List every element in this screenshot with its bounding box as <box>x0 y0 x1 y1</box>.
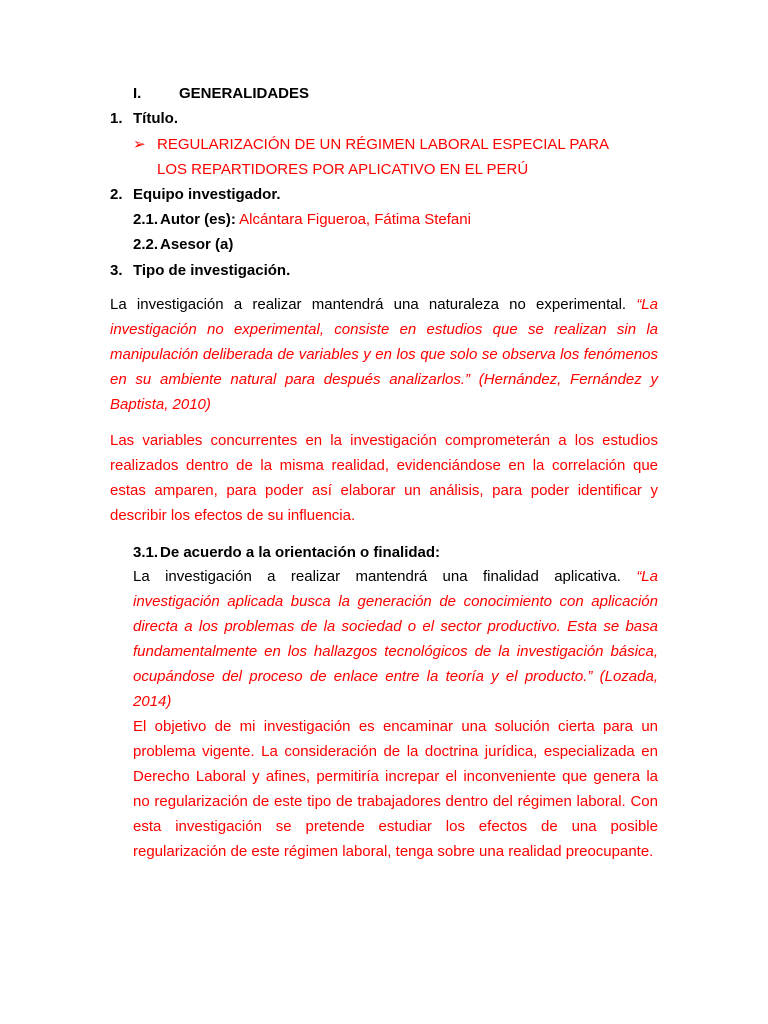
item-label: De acuerdo a la orientación o finalidad: <box>160 544 441 561</box>
item-autor <box>133 211 471 229</box>
item-number: 2.2. <box>133 236 159 253</box>
paragraph-text: La investigación a realizar mantendrá una naturaleza no experimental. <box>110 296 637 313</box>
title-line-1 <box>133 136 610 154</box>
subheading-orientacion <box>133 544 441 562</box>
section-title: GENERALIDADES <box>179 85 310 102</box>
title-text: REGULARIZACIÓN DE UN RÉGIMEN LABORAL ESPECIAL PARA <box>157 136 610 153</box>
item-number: 3.1. <box>133 544 159 561</box>
paragraph-text: La investigación a realizar mantendrá una finalidad aplicativa. <box>133 568 637 585</box>
item-equipo <box>110 186 281 204</box>
citation-quote: “La investigación aplicada busca la generación de conocimiento con aplicación directa a los problemas de la sociedad o el sector productivo. Esta se basa fundamentalmente en los hallazgos tecnológicos de la investigación básica, ocupándose del proceso de enlace entre la teoría y el producto.” (Lozada, 2014) <box>133 568 658 710</box>
item-titulo <box>110 110 178 128</box>
author-name: Alcántara Figueroa, Fátima Stefani <box>239 211 471 228</box>
arrow-bullet-icon: ➢ <box>133 136 146 153</box>
item-label: Tipo de investigación. <box>133 262 291 279</box>
item-label: Título. <box>133 110 178 127</box>
item-number: 1. <box>110 110 123 127</box>
section-numeral: I. <box>133 85 142 102</box>
item-label: Autor (es): <box>160 211 236 228</box>
item-number: 2. <box>110 186 123 203</box>
paragraph-finalidad <box>133 564 658 714</box>
item-number: 2.1. <box>133 211 159 228</box>
paragraph-variables: Las variables concurrentes en la investigación comprometerán a los estudios realizados dentro de la misma realidad, evidenciándose en la correlación que estas amparen, para poder así elaborar un análisis, para poder identificar y describir los efectos de su influencia. <box>110 432 658 524</box>
item-label: Equipo investigador. <box>133 186 281 203</box>
item-tipo <box>110 262 291 280</box>
item-asesor <box>133 236 234 254</box>
item-label: Asesor (a) <box>160 236 234 253</box>
paragraph-naturaleza <box>110 292 658 417</box>
citation-quote: “La investigación no experimental, consiste en estudios que se realizan sin la manipulación deliberada de variables y en los que solo se observa los fenómenos en su ambiente natural para después analizarlos.” (Hernández, Fernández y Baptista, 2010) <box>110 296 658 413</box>
title-line-2: LOS REPARTIDORES POR APLICATIVO EN EL PERÚ <box>157 161 529 178</box>
section-heading <box>133 85 310 103</box>
paragraph-objetivo: El objetivo de mi investigación es encaminar una solución cierta para un problema vigente. La consideración de la doctrina jurídica, especializada en Derecho Laboral y afines, permitiría increpar el inconveniente que genera la no regularización de este tipo de trabajadores dentro del régimen laboral. Con esta investigación se pretende estudiar los efectos de una posible regularización de este régimen laboral, tenga sobre una realidad preocupante. <box>133 718 658 860</box>
item-number: 3. <box>110 262 123 279</box>
